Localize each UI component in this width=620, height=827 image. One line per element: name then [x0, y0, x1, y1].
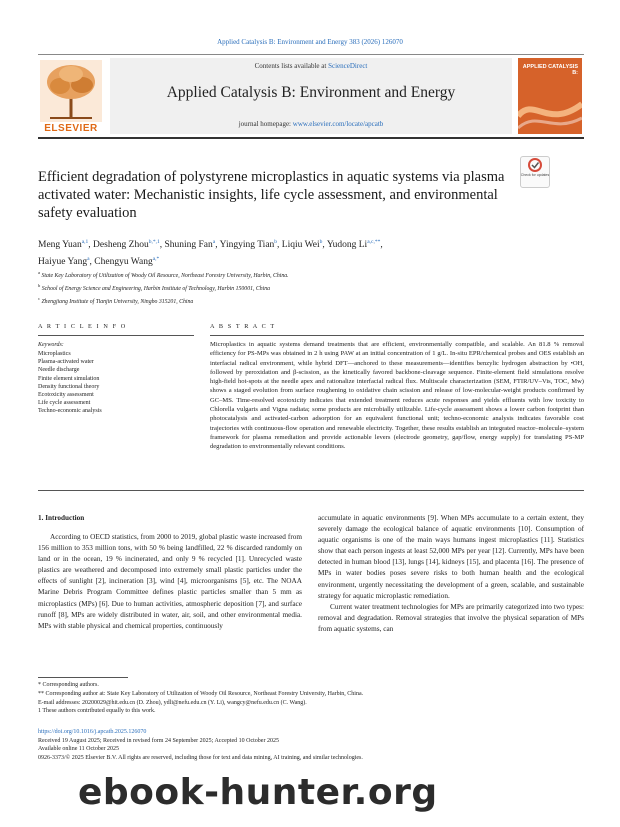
author-affiliation-mark[interactable]: b	[274, 239, 278, 245]
author-name[interactable]: Haiyue Yang	[38, 257, 88, 268]
article-title: Efficient degradation of polystyrene microplastics in aquatic systems via plasma activated water: Mechanistic insights, life cycle assessment, and environmental safety evaluation	[38, 169, 505, 221]
author-affiliation-mark[interactable]: a	[87, 256, 90, 263]
author-separator: ,	[322, 240, 327, 251]
intro-paragraph: accumulate in aquatic environments [9]. When MPs accumulate to a certain extent, they severely damage the ecological balance of aquatic environments [10]. Consumption of aquatic organisms is one of the main ways humans ingest microplastics [11]. Statistics show that each person ingests at least 52,000 MPs per year [12]. Currently, MPs have been detected in human blood [13], lungs [14], kidneys [15], and placenta [16]. The presence of MPs in water bodies poses severe risks to both human health and the ecological environment, urgently necessitating the development of a green, scalable, and sustainable strategy for aquatic microplastic remediation.	[318, 514, 584, 600]
contents-prefix: Contents lists available at	[254, 62, 329, 70]
publisher-name: ELSEVIER	[44, 123, 98, 134]
sciencedirect-link[interactable]: ScienceDirect	[328, 62, 368, 70]
author-separator: ,	[89, 257, 95, 268]
author-name[interactable]: Yudong Li	[326, 240, 368, 251]
available-online: Available online 11 October 2025	[38, 746, 119, 753]
footnote-equal-contribution: 1 These authors contributed equally to this work.	[38, 708, 156, 715]
cover-art-icon	[518, 86, 582, 134]
author-affiliation-mark[interactable]: b	[319, 239, 323, 245]
watermark: ebook-hunter.org	[78, 772, 438, 813]
check-for-updates-button[interactable]	[520, 156, 550, 188]
abstract-heading: A B S T R A C T	[210, 323, 276, 330]
article-info-heading: A R T I C L E I N F O	[38, 323, 127, 330]
doi-link[interactable]: https://doi.org/10.1016/j.apcatb.2025.126070	[38, 729, 147, 735]
author-name[interactable]: Yingying Tian	[219, 240, 275, 251]
author-name[interactable]: Chengyu Wang	[94, 257, 153, 268]
divider	[38, 490, 584, 491]
keyword: Ecotoxicity assessment	[38, 392, 94, 399]
keyword: Finite element simulation	[38, 375, 100, 382]
keywords-list	[38, 350, 198, 416]
affiliation-b: $^b$ School of Energy Science and Engineering, Harbin Institute of Technology, Harbin 150001, China	[38, 282, 271, 292]
author-separator: ,	[215, 240, 220, 251]
abstract-body: Microplastics in aquatic systems demand treatments that are efficient, environmentally compatible, and scalable. An 81.8 % removal efficiency for PS-MPs was obtained in 2 h using PAW at an initial concentration of 1 g/L. In-situ EPR/chemical probes and OES establish an interfacial radical environment, while hybrid DFT—anchored to these measurements—identifies benzylic hydrogen abstraction by •OH, followed by peroxidation and β-scission, as the kinetically favored backbone-cleavage sequence. Finite-element field simulations resolve high-field hot-spots at the needle apex and rationalize interfacial radical flux. Multiscale characterization (SEM, FTIR/UV–Vis, TOC, Mw) shows a staged evolution from surface roughening to oxidative chain scission and release of low-molecular-weight products confirmed by GC–MS. Time-resolved ecotoxicity indicates that extended treatment reduces acute responses and yields effluents with low toxicity to Chlorella vulgaris and Vigna radiata; some products are microbially utilizable. Life-cycle assessment shows a lower carbon footprint than photocatalysis and activated-carbon adsorption for an equivalent functional unit; techno-economic analysis indicates favorable cost trajectories with continuous-flow operation and renewable electricity. Together, these results establish an integrated reactor–molecule–system framework for plasma remediation and provide actionable levers (electrode geometry, gap/flow, energy supply) for translating PS-MP degradation to environmentally relevant conditions.	[210, 341, 584, 451]
author-separator: ,	[159, 240, 165, 251]
author-affiliation-mark[interactable]: a,c,**	[367, 239, 381, 245]
received-dates: Received 19 August 2025; Received in revised form 24 September 2025; Accepted 10 October 2025	[38, 737, 279, 744]
divider	[38, 335, 194, 336]
homepage-prefix: journal homepage:	[238, 120, 293, 128]
keyword: Microplastics	[38, 351, 71, 357]
keyword: Density functional theory	[38, 383, 100, 390]
footnote-emails[interactable]: E-mail addresses: 20200029@hit.edu.cn (D. Zhou), ydli@nefu.edu.cn (Y. Li), wangcy@nefu.edu.cn (C. Wang).	[38, 699, 307, 706]
author-name[interactable]: Shuning Fan	[164, 240, 213, 251]
author-name[interactable]: Meng Yuan	[38, 240, 82, 251]
author-separator: ,	[277, 240, 282, 251]
footnote-corresponding: * Corresponding authors.	[38, 682, 99, 688]
footnote-divider	[38, 677, 128, 678]
author-affiliation-mark[interactable]: b,*,1	[148, 239, 160, 245]
author-list	[38, 235, 584, 269]
keyword: Plasma-activated water	[38, 359, 94, 366]
affiliation-a: $^a$ State Key Laboratory of Utilization of Woody Oil Resource, Northeast Forestry University, Harbin, China.	[38, 270, 289, 279]
author-name[interactable]: Liqiu Wei	[281, 240, 320, 251]
homepage-link[interactable]: www.elsevier.com/locate/apcatb	[292, 120, 384, 128]
author-affiliation-mark[interactable]: a,1	[81, 239, 89, 245]
publication-info	[38, 728, 584, 762]
intro-paragraph: Current water treatment technologies for MPs are primarily categorized into two types: removal and degradation. Removal strategies that involve the physical separation of MPs from aquatic systems, can	[318, 602, 584, 633]
journal-reference[interactable]: Applied Catalysis B: Environment and Energy 383 (2026) 126070	[217, 38, 403, 46]
keyword: Techno-economic analysis	[38, 408, 102, 415]
keyword: Life cycle assessment	[38, 400, 91, 407]
homepage-line	[110, 120, 512, 128]
author-separator: ,	[380, 240, 383, 251]
footnotes	[38, 681, 584, 716]
keywords-label: Keywords:	[38, 342, 64, 348]
contents-line	[110, 62, 512, 70]
intro-right-column	[318, 513, 584, 635]
author-separator: ,	[88, 240, 94, 251]
journal-cover[interactable]	[518, 58, 582, 134]
cover-title: APPLIED CATALYSIS B:	[522, 64, 578, 76]
affiliations	[38, 268, 584, 307]
footnote-corresponding-address: ** Corresponding author at: State Key Laboratory of Utilization of Woody Oil Resource, Northeast Forestry University, Harbin, China.	[38, 690, 364, 697]
author-affiliation-mark[interactable]: a,*	[152, 256, 160, 263]
check-updates-label: Check for updates	[520, 173, 550, 177]
check-updates-icon	[521, 157, 549, 173]
affiliation-c: $^c$ Zhengjiang Institute of Tianjin University, Ningbo 315201, China	[38, 295, 194, 305]
keyword: Needle discharge	[38, 367, 80, 374]
intro-left-column: According to OECD statistics, from 2000 to 2019, global plastic waste increased from 156 million to 353 million tons, with 50 % being landfilled, 22 % discarded randomly on land or in the ocean, 19 % incinerated, and only 9 % recycled [1]. Unrecycled waste plastics are weathered and decomposed into extremely small plastic particles under the effects of sunlight [2], incineration [3], wind [4], microorganisms [5], etc. The NOAA Marine Debris Program Committee defines plastic particles smaller than 5 mm as microplastics (MPs) [6]. Due to human activities, atmospheric deposition [7], and surface runoff [8], MPs are widely distributed in water, air, soil, and other environmental media. MPs with stable physical and chemical properties, continuously	[38, 533, 302, 630]
author-affiliation-mark[interactable]: a	[212, 239, 216, 245]
author-name[interactable]: Desheng Zhou	[93, 240, 149, 251]
section-heading-introduction: 1. Introduction	[38, 514, 85, 522]
divider	[210, 335, 584, 336]
copyright: 0926-3373/© 2025 Elsevier B.V. All rights are reserved, including those for text and data mining, AI training, and similar technologies.	[38, 754, 363, 761]
journal-title: Applied Catalysis B: Environment and Energy	[166, 84, 456, 101]
